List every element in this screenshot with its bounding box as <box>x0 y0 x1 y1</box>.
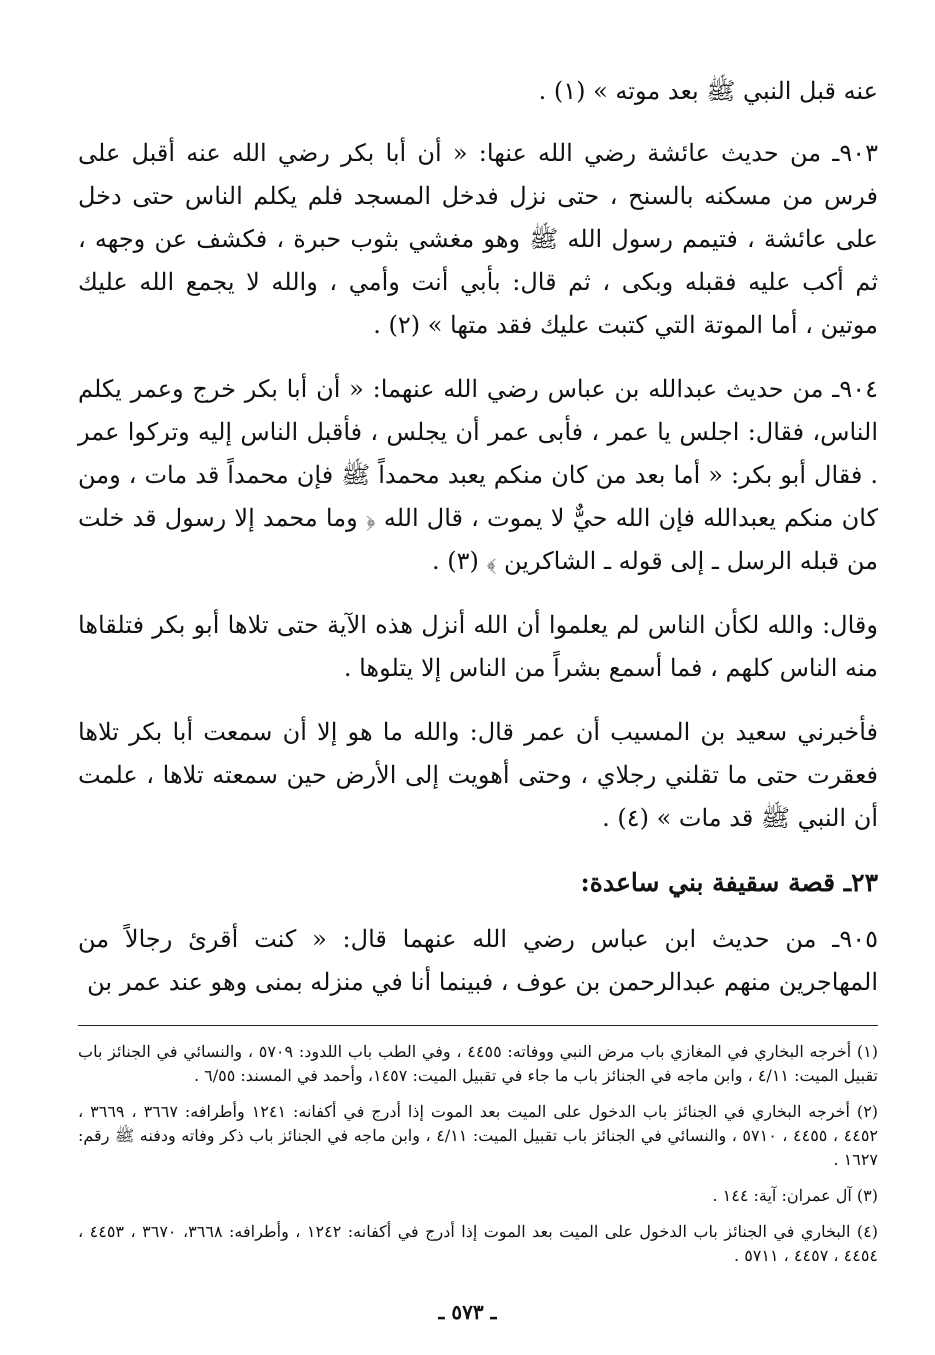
footnote-1: (١) أخرجه البخاري في المغازي باب مرض النبي ووفاته: ٤٤٥٥ ، وفي الطب باب اللدود: ٥٧٠٩ ، والنسائي في الجنائز باب تقبيل الميت: ٤/١١ ، وابن ماجه في الجنائز باب ما جاء في تقبيل الميت: ١٤٥٧، وأحمد في المسند: ٦/٥٥ . <box>78 1042 878 1085</box>
page-number: ـ ٥٧٣ ـ <box>438 1300 497 1324</box>
paragraph-saeed-report: فأخبرني سعيد بن المسيب أن عمر قال: والله ما هو إلا أن سمعت أبا بكر تلاها فعقرت حتى ما تقلني رجلاي ، وحتى أهويت إلى الأرض حين سمعته تلاها ، علمت أن النبي ﷺ قد مات » (٤) . <box>78 718 878 832</box>
paragraph-hadith-905: ٩٠٥ـ من حديث ابن عباس رضي الله عنهما قال: « كنت أقرئ رجالاً من المهاجرين منهم عبدالرحمن بن عوف ، فبينما أنا في منزله بمنى وهو عند عمر بن <box>78 925 878 996</box>
document-page <box>78 70 878 1280</box>
paragraph-umar-statement: وقال: والله لكأن الناس لم يعلموا أن الله أنزل هذه الآية حتى تلاها أبو بكر فتلقاها منه الناس كلهم ، فما أسمع بشراً من الناس إلا يتلوها . <box>78 611 878 682</box>
footnote-divider <box>78 1025 878 1026</box>
footnote-4: (٤) البخاري في الجنائز باب الدخول على الميت بعد الموت إذا أدرج في أكفانه: ١٢٤٢ ، وأطرافه: ٣٦٦٨، ٣٦٧٠ ، ٤٤٥٣ ، ٤٤٥٤ ، ٤٤٥٧ ، ٥٧١١ . <box>78 1222 878 1265</box>
footnote-3: (٣) آل عمران: آية: ١٤٤ . <box>712 1186 878 1205</box>
paragraph-hadith-904: ٩٠٤ـ من حديث عبدالله بن عباس رضي الله عنهما: « أن أبا بكر خرج وعمر يكلم الناس، فقال: اجلس يا عمر ، فأبى عمر أن يجلس ، فأقبل الناس إليه وتركوا عمر . فقال أبو بكر: « أما بعد من كان منكم يعبد محمداً ﷺ فإن محمداً قد مات ، ومن كان منكم يعبدالله فإن الله حيٌّ لا يموت ، قال الله ﴿ وما محمد إلا رسول قد خلت من قبله الرسل ـ إلى قوله ـ الشاكرين ﴾ (٣) . <box>78 375 879 575</box>
section-heading: ٢٣ـ قصة سقيفة بني ساعدة: <box>580 868 878 897</box>
paragraph-hadith-903: ٩٠٣ـ من حديث عائشة رضي الله عنها: « أن أبا بكر رضي الله عنه أقبل على فرس من مسكنه بالسنح ، حتى نزل فدخل المسجد فلم يكلم الناس حتى دخل على عائشة ، فتيمم رسول الله ﷺ وهو مغشي بثوب حبرة ، فكشف عن وجهه ، ثم أكب عليه فقبله وبكى ، ثم قال: بأبي أنت وأمي ، والله لا يجمع الله عليك موتين ، أما الموتة التي كتبت عليك فقد متها » (٢) . <box>78 139 879 339</box>
paragraph-continuation: عنه قبل النبي ﷺ بعد موته » (١) . <box>538 77 878 105</box>
footnotes <box>78 1040 878 1268</box>
footnote-2: (٢) أخرجه البخاري في الجنائز باب الدخول على الميت بعد الموت إذا أدرج في أكفانه: ١٢٤١ وأطرافه: ٣٦٦٧ ، ٣٦٦٩ ، ٤٤٥٢ ، ٤٤٥٥ ، ٥٧١٠ ، والنسائي في الجنائز باب تقبيل الميت: ٤/١١ ، وابن ماجه في الجنائز باب ذكر وفاته ودفنه ﷺ رقم: ١٦٢٧ . <box>78 1102 879 1169</box>
